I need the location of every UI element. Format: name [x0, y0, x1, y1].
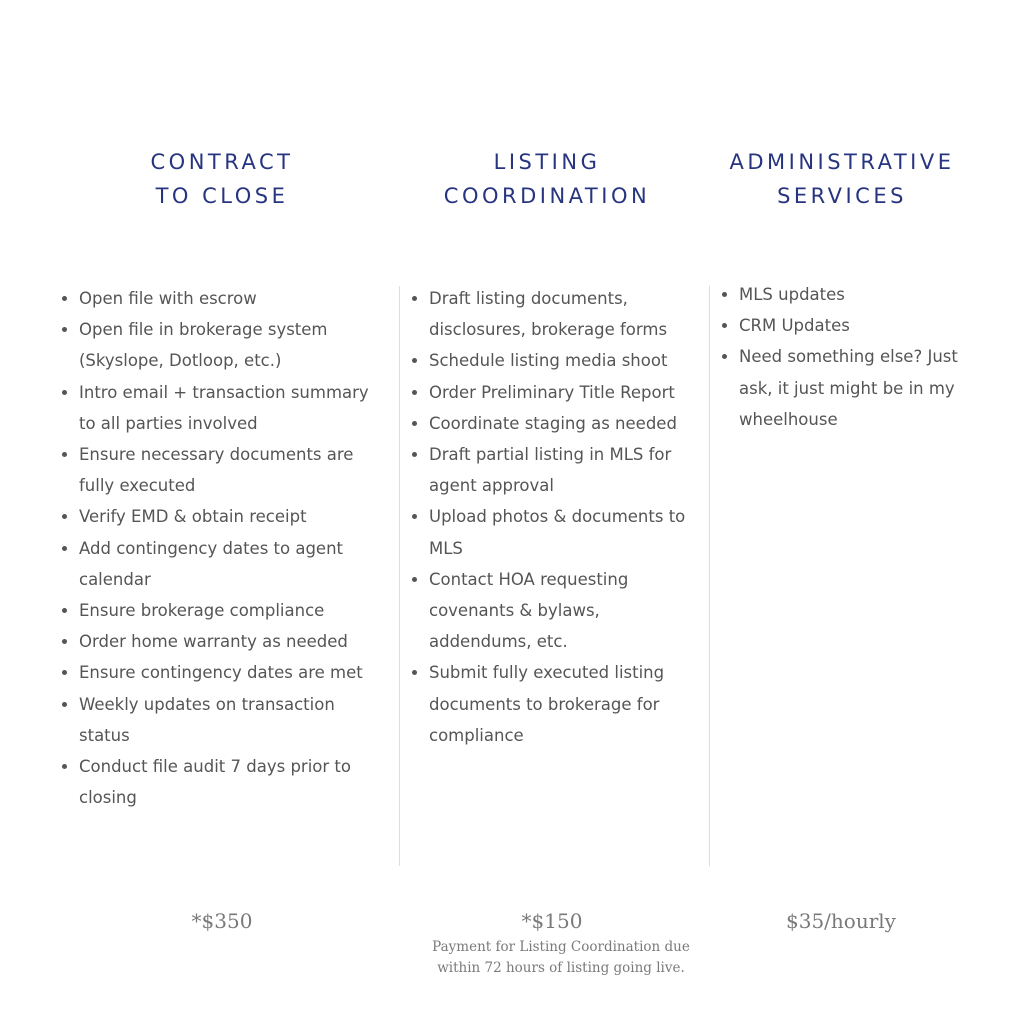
administrative-services-title [722, 145, 962, 213]
title-line: SERVICES [777, 184, 907, 208]
list-item: Need something else? Just ask, it just might be in my wheelhouse [720, 341, 970, 435]
title-line: COORDINATION [443, 184, 651, 208]
list-item: Order Preliminary Title Report [410, 377, 705, 408]
column-divider [709, 286, 710, 866]
listing-coordination-title [432, 145, 662, 213]
listing-coordination-payment-note: Payment for Listing Coordination due within 72 hours of listing going live. [432, 939, 690, 976]
column-divider [399, 286, 400, 866]
list-item: Submit fully executed listing documents to brokerage for compliance [410, 657, 705, 751]
list-item: MLS updates [720, 279, 970, 310]
list-item: Draft listing documents, disclosures, brokerage forms [410, 283, 705, 345]
list-item: Add contingency dates to agent calendar [60, 533, 390, 595]
administrative-services-price: $35/hourly [786, 909, 896, 933]
listing-coordination-list [410, 283, 705, 751]
administrative-services-list [720, 279, 970, 435]
contract-to-close-list [60, 283, 390, 813]
title-line: TO CLOSE [155, 184, 289, 208]
list-item: Order home warranty as needed [60, 626, 390, 657]
list-item: Ensure necessary documents are fully executed [60, 439, 390, 501]
title-line: ADMINISTRATIVE [729, 150, 955, 174]
contract-to-close-price: *$350 [191, 909, 253, 933]
list-item: Contact HOA requesting covenants & bylaws, addendums, etc. [410, 564, 705, 658]
list-item: Ensure contingency dates are met [60, 657, 390, 688]
list-item: Coordinate staging as needed [410, 408, 705, 439]
list-item: Schedule listing media shoot [410, 345, 705, 376]
list-item: Upload photos & documents to MLS [410, 501, 705, 563]
list-item: Intro email + transaction summary to all parties involved [60, 377, 390, 439]
list-item: Open file in brokerage system (Skyslope, Dotloop, etc.) [60, 314, 390, 376]
list-item: Ensure brokerage compliance [60, 595, 390, 626]
list-item: CRM Updates [720, 310, 970, 341]
title-line: CONTRACT [150, 150, 294, 174]
list-item: Verify EMD & obtain receipt [60, 501, 390, 532]
list-item: Draft partial listing in MLS for agent approval [410, 439, 705, 501]
title-line: LISTING [493, 150, 601, 174]
contract-to-close-title [122, 145, 322, 213]
list-item: Open file with escrow [60, 283, 390, 314]
listing-coordination-price: *$150 [521, 909, 583, 933]
list-item: Conduct file audit 7 days prior to closing [60, 751, 390, 813]
list-item: Weekly updates on transaction status [60, 689, 390, 751]
